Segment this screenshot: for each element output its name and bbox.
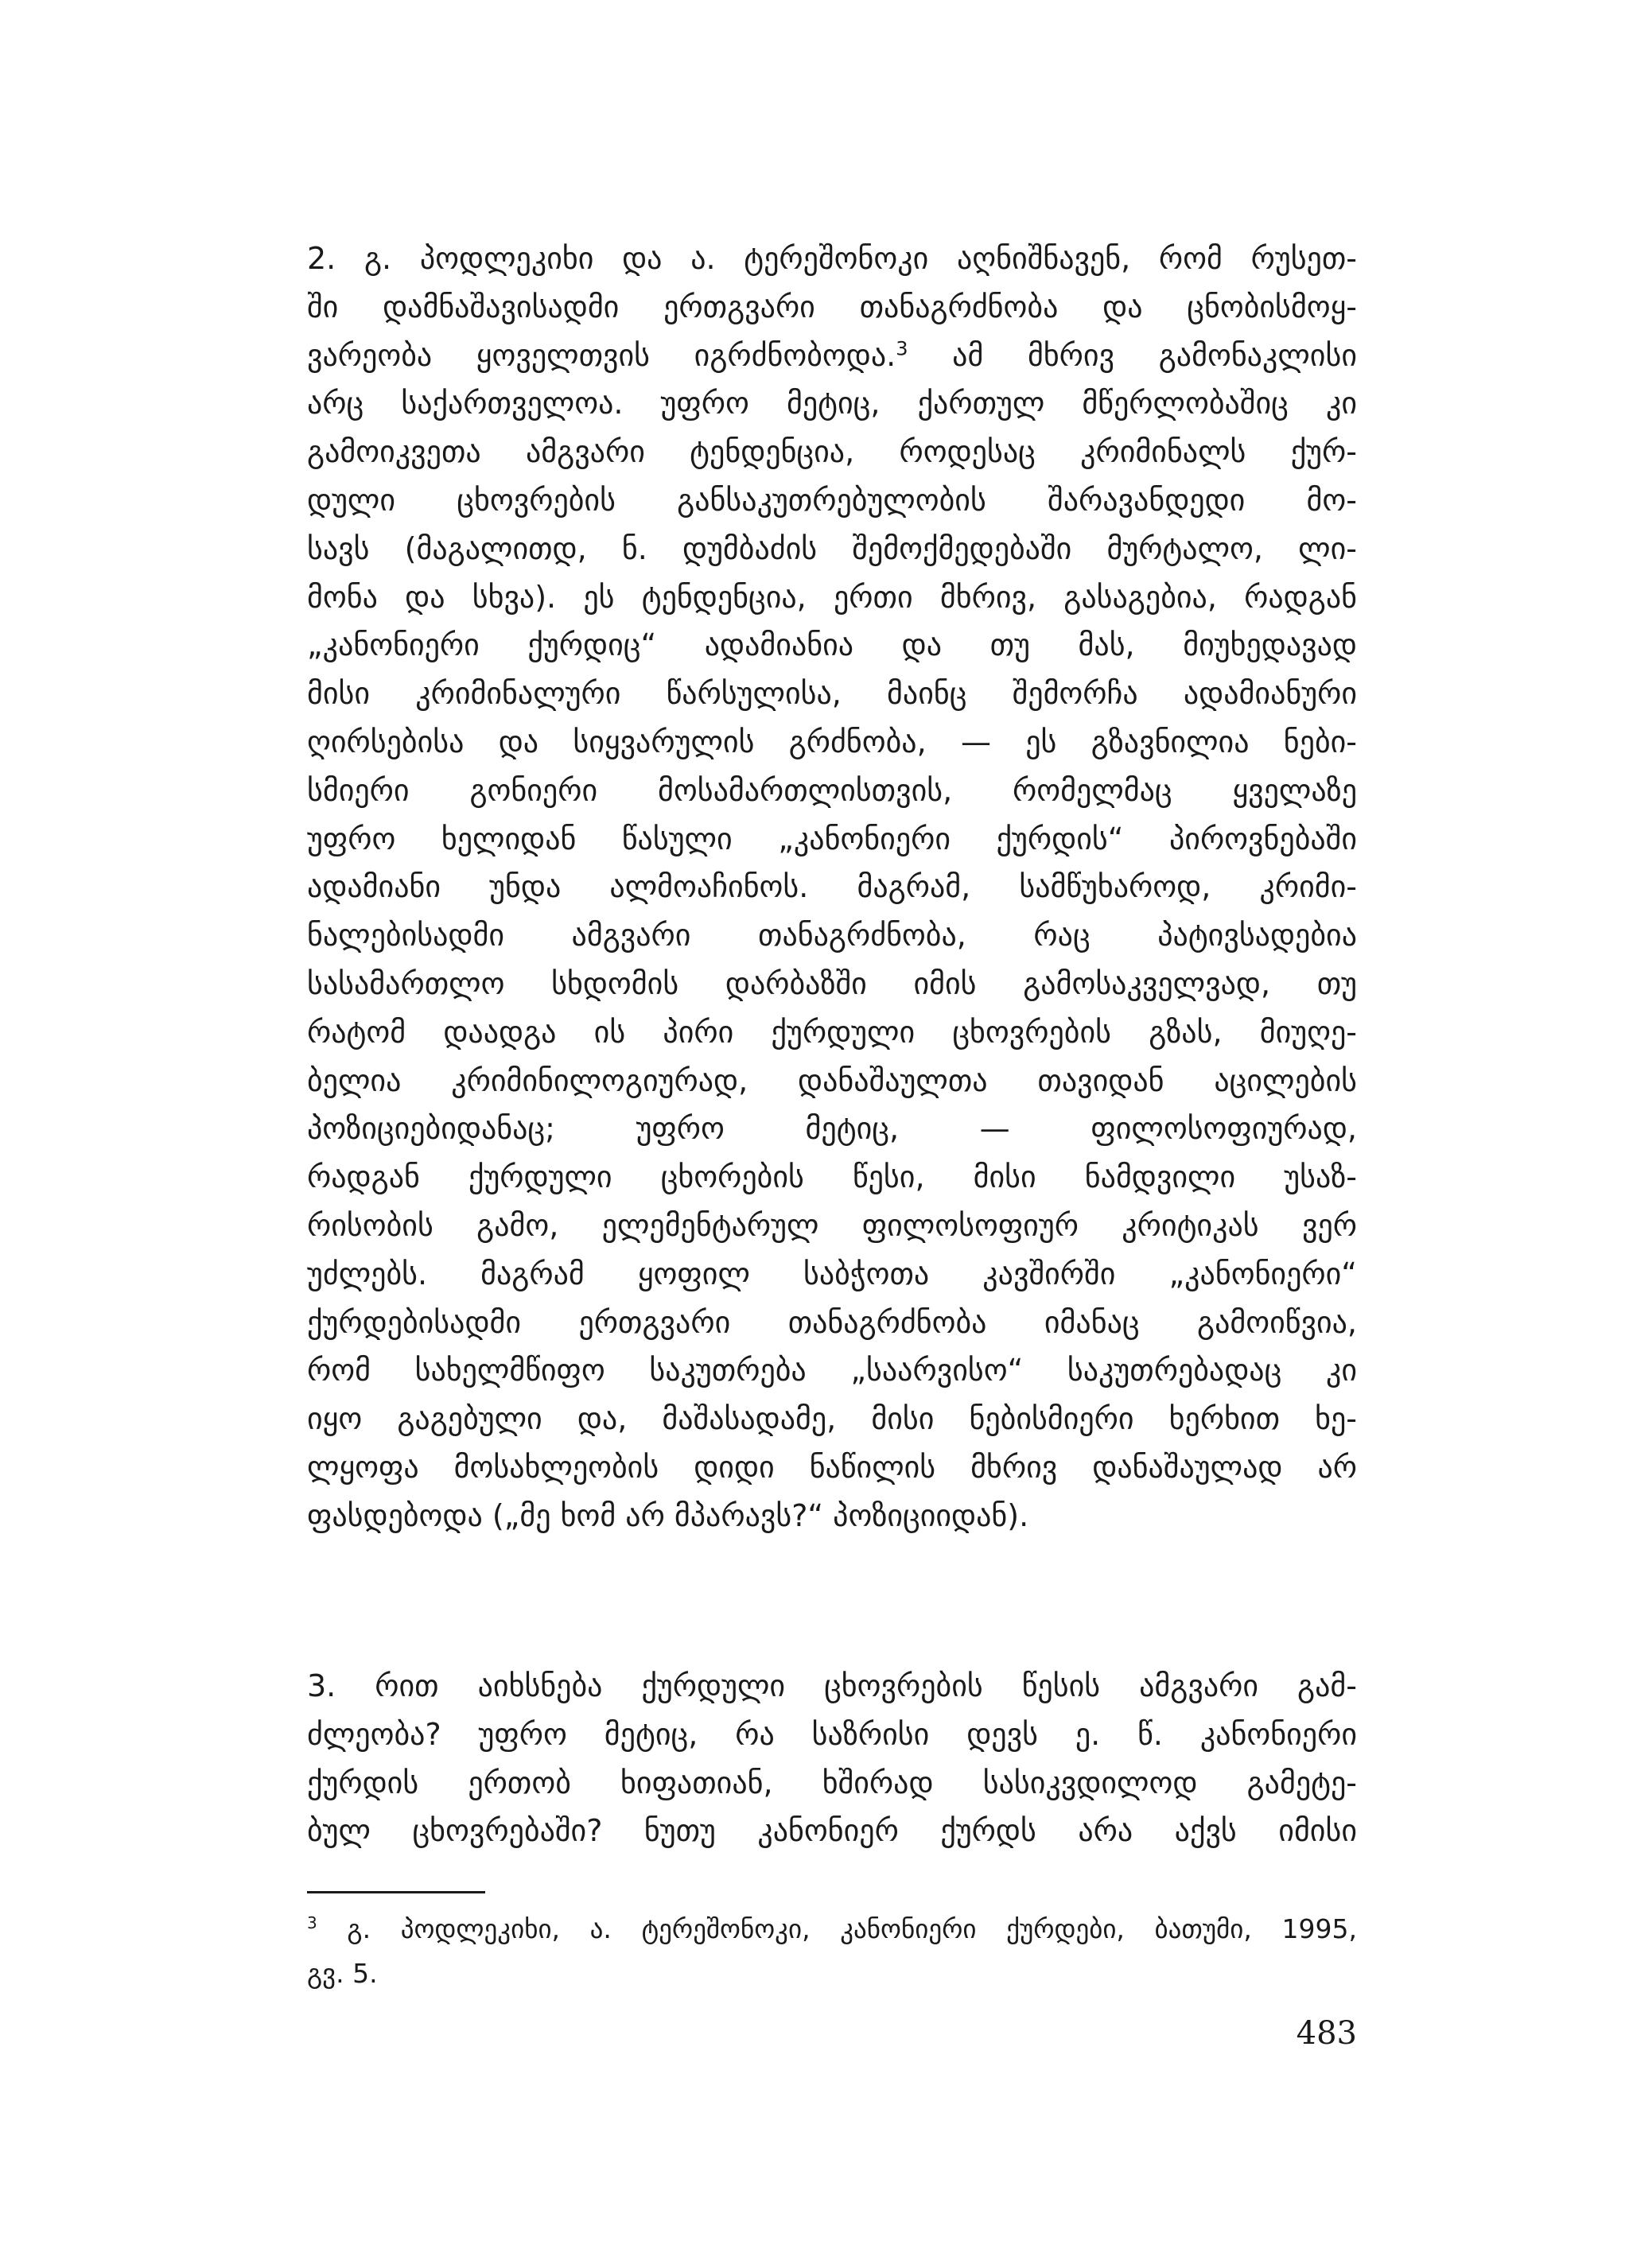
text-line: ფასდებოდა („მე ხომ არ მპარავს?“ პოზიციიდან).	[307, 1497, 1029, 1533]
text-line	[307, 332, 1357, 380]
text-line: სასამართლო სხდომის დარბაზში იმის გამოსაკველვად, თუ	[307, 965, 1357, 1001]
text-line: უფრო ხელიდან წასული „კანონიერი ქურდის“ პიროვნებაში	[307, 821, 1357, 856]
text-line: მონა და სხვა). ეს ტენდენცია, ერთი მხრივ, გასაგებია, რადგან	[307, 579, 1357, 615]
text-line: რატომ დაადგა ის პირი ქურდული ცხოვრების გზას, მიუღე-	[307, 1014, 1357, 1050]
text-line: არც საქართველოა. უფრო მეტიც, ქართულ მწერლობაშიც კი	[307, 386, 1357, 421]
footnote-separator	[307, 1891, 485, 1893]
text-line: 2. გ. პოდლეკიხი და ა. ტერეშონოკი აღნიშნავენ, რომ რუსეთ-	[307, 241, 1357, 276]
text-line: მისი კრიმინალური წარსულისა, მაინც შემორჩა ადამიანური	[307, 676, 1357, 712]
footnote-text: გ. პოდლეკიხი, ა. ტერეშონოკი, კანონიერი ქურდები, ბათუმი, 1995,	[317, 1913, 1357, 1944]
text-line: გამოიკვეთა ამგვარი ტენდენცია, როდესაც კრიმინალს ქურ-	[307, 434, 1357, 470]
text-line: სმიერი გონიერი მოსამართლისთვის, რომელმაც ყველაზე	[307, 772, 1357, 808]
footnote-line	[307, 1907, 1357, 1951]
footnote-mark: 3	[307, 1913, 317, 1932]
footnote	[307, 1907, 1357, 1996]
text-line: დული ცხოვრების განსაკუთრებულობის შარავანდედი მო-	[307, 482, 1357, 518]
text-line: რისობის გამო, ელემენტარულ ფილოსოფიურ კრიტიკას ვერ	[307, 1207, 1357, 1243]
text-line: ბულ ცხოვრებაში? ნუთუ კანონიერ ქურდს არა აქვს იმისი	[307, 1813, 1357, 1849]
text-line: პოზიციებიდანაც; უფრო მეტიც, — ფილოსოფიურად,	[307, 1111, 1357, 1147]
text-line: ადამიანი უნდა ალმოაჩინოს. მაგრამ, სამწუხაროდ, კრიმი-	[307, 869, 1357, 905]
footnote-line: გვ. 5.	[307, 1958, 378, 1989]
page-number: 483	[1296, 2015, 1357, 2052]
paragraph-2	[307, 235, 1357, 1540]
text-line-end: ამ მხრივ გამონაკლისი	[908, 337, 1357, 373]
text-line: ქურდებისადმი ერთგვარი თანაგრძნობა იმანაც გამოიწვია,	[307, 1304, 1357, 1340]
text-line-start: ვარეობა ყოველთვის იგრძნობოდა.	[307, 337, 896, 373]
footnote-reference[interactable]: 3	[896, 336, 908, 359]
text-line: რადგან ქურდული ცხორების წესი, მისი ნამდვილი უსაზ-	[307, 1159, 1357, 1195]
text-line: ში დამნაშავისადმი ერთგვარი თანაგრძნობა და ცნობისმოყ-	[307, 289, 1357, 324]
text-line: ბელია კრიმინილოგიურად, დანაშაულთა თავიდან აცილების	[307, 1062, 1357, 1098]
text-line: „კანონიერი ქურდიც“ ადამიანია და თუ მას, მიუხედავად	[307, 627, 1357, 663]
text-line: ღირსებისა და სიყვარულის გრძნობა, — ეს გზავნილია ნები-	[307, 724, 1357, 759]
text-line: ნალებისადმი ამგვარი თანაგრძნობა, რაც პატივსადებია	[307, 918, 1357, 953]
text-line: უძლებს. მაგრამ ყოფილ საბჭოთა კავშირში „კანონიერი“	[307, 1256, 1357, 1291]
text-line: ლყოფა მოსახლეობის დიდი ნაწილის მხრივ დანაშაულად არ	[307, 1449, 1357, 1485]
text-line: იყო გაგებული და, მაშასადამე, მისი ნებისმიერი ხერხით ხე-	[307, 1401, 1357, 1437]
text-line: სავს (მაგალითდ, ნ. დუმბაძის შემოქმედებაში მურტალო, ლი-	[307, 530, 1357, 566]
text-line: 3. რით აიხსნება ქურდული ცხოვრების წესის ამგვარი გამ-	[307, 1668, 1357, 1703]
text-line: ქურდის ერთობ ხიფათიან, ხშირად სასიკვდილოდ გამეტე-	[307, 1765, 1357, 1800]
text-line: ძლეობა? უფრო მეტიც, რა საზრისი დევს ე. წ. კანონიერი	[307, 1716, 1357, 1752]
paragraph-3	[307, 1662, 1357, 1855]
text-line: რომ სახელმწიფო საკუთრება „საარვისო“ საკუთრებადაც კი	[307, 1353, 1357, 1388]
